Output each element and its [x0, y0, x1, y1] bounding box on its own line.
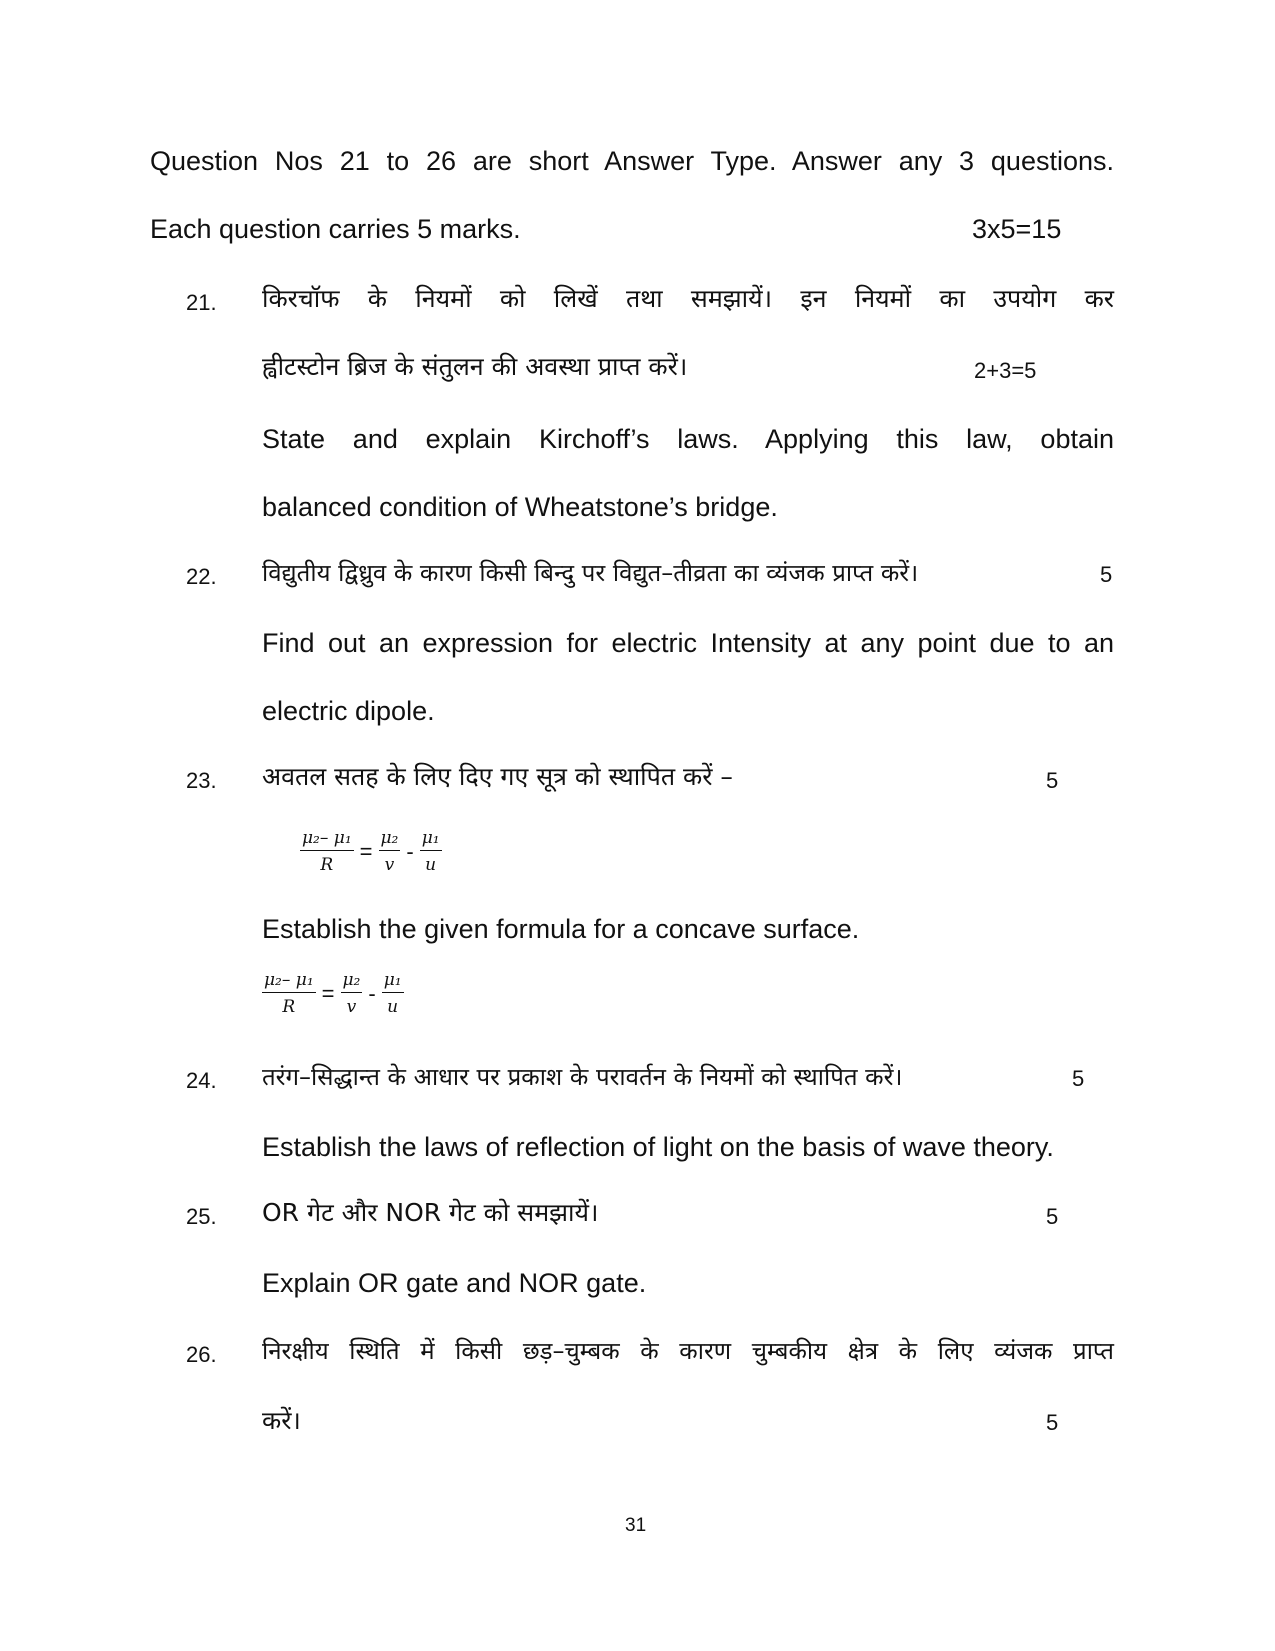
- equals-sign: =: [321, 980, 335, 1006]
- question-text-hindi: ह्वीटस्टोन ब्रिज के संतुलन की अवस्था प्राप्त करें।: [262, 352, 688, 381]
- section-instructions: [150, 144, 1114, 178]
- question-text-hindi: किरचॉफ के नियमों को लिखें तथा समझायें। इन नियमों का उपयोग कर: [262, 284, 1114, 313]
- fraction-denominator: v: [384, 855, 395, 875]
- page-number: 31: [625, 1515, 647, 1536]
- fraction: [341, 970, 363, 1017]
- fraction: [382, 970, 404, 1017]
- fraction-denominator: R: [320, 855, 334, 875]
- question-number: 21.: [186, 290, 217, 315]
- question-marks: 5: [1100, 562, 1113, 587]
- instruction-line-2: Each question carries 5 marks.: [150, 214, 521, 244]
- question-text-hindi: तरंग–सिद्धान्त के आधार पर प्रकाश के परावर्तन के नियमों को स्थापित करें।: [262, 1063, 903, 1091]
- fraction-numerator: μ₂: [379, 828, 401, 851]
- question-number: 25.: [186, 1204, 217, 1229]
- equals-sign: =: [359, 838, 373, 864]
- fraction-numerator: μ₂: [341, 970, 363, 993]
- fraction-denominator: R: [282, 997, 296, 1017]
- question-text-hindi: OR गेट और NOR गेट को समझायें।: [262, 1198, 599, 1227]
- question-marks: 5: [1046, 768, 1059, 793]
- fraction-numerator: μ₁: [420, 828, 442, 851]
- fraction: [420, 828, 442, 875]
- question-text-english: balanced condition of Wheatstone’s bridge.: [262, 492, 778, 522]
- question-text-english: Explain OR gate and NOR gate.: [262, 1268, 647, 1298]
- instruction-line-1: Question Nos 21 to 26 are short Answer Type. Answer any 3 questions.: [150, 146, 1114, 176]
- question-text-english: Find out an expression for electric Intensity at any point due to an: [262, 628, 1114, 658]
- question-text-english: Establish the laws of reflection of light on the basis of wave theory.: [262, 1132, 1054, 1162]
- question-number: 22.: [186, 564, 217, 589]
- fraction-denominator: u: [425, 855, 437, 875]
- fraction-numerator: μ₂– μ₁: [300, 828, 354, 851]
- mirror-formula: [262, 970, 404, 1017]
- question-marks: 5: [1046, 1204, 1059, 1229]
- minus-sign: -: [406, 838, 414, 864]
- question-number: 26.: [186, 1342, 217, 1367]
- fraction: [262, 970, 316, 1017]
- question-text-english: State and explain Kirchoff’s laws. Applying this law, obtain: [262, 424, 1114, 454]
- question-marks: 2+3=5: [974, 358, 1037, 383]
- question-text-english: electric dipole.: [262, 696, 435, 726]
- fraction: [379, 828, 401, 875]
- question-number: 23.: [186, 768, 217, 793]
- question-text-english: Establish the given formula for a concave surface.: [262, 914, 860, 944]
- question-text-hindi: अवतल सतह के लिए दिए गए सूत्र को स्थापित करें –: [262, 762, 733, 791]
- question-text-hindi: विद्युतीय द्विध्रुव के कारण किसी बिन्दु पर विद्युत–तीव्रता का व्यंजक प्राप्त करें।: [262, 559, 919, 587]
- fraction: [300, 828, 354, 875]
- minus-sign: -: [368, 980, 376, 1006]
- fraction-numerator: μ₂– μ₁: [262, 970, 316, 993]
- mirror-formula: [300, 828, 442, 875]
- question-number: 24.: [186, 1068, 217, 1093]
- fraction-numerator: μ₁: [382, 970, 404, 993]
- section-marks: 3x5=15: [972, 214, 1062, 244]
- question-marks: 5: [1046, 1410, 1059, 1435]
- fraction-denominator: v: [346, 997, 357, 1017]
- fraction-denominator: u: [387, 997, 399, 1017]
- question-text-hindi: निरक्षीय स्थिति में किसी छड़–चुम्बक के कारण चुम्बकीय क्षेत्र के लिए व्यंजक प्राप्त: [262, 1337, 1114, 1365]
- question-text-hindi: करें।: [262, 1406, 301, 1435]
- question-marks: 5: [1072, 1066, 1085, 1091]
